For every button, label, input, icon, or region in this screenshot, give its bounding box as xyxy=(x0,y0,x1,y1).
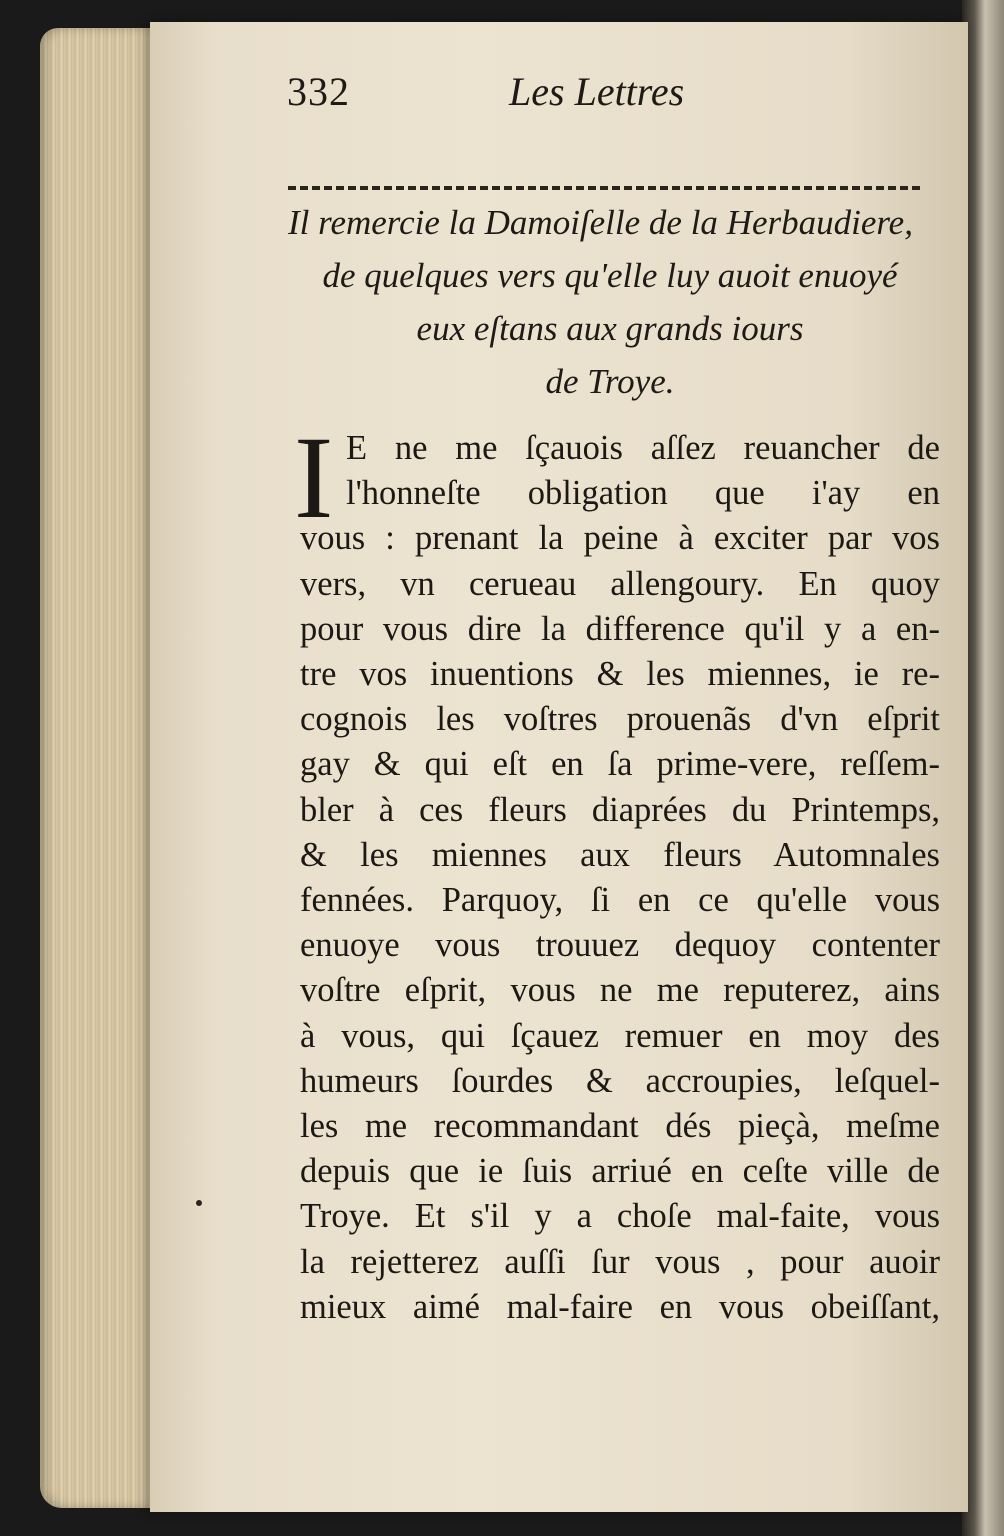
body-line: vers, vn cerueau allengoury. En quoy xyxy=(300,564,940,603)
ornamental-rule xyxy=(288,186,920,190)
book-spine-edge xyxy=(962,0,1004,1536)
body-line: mieux aimé mal-faire en vous obeiſſant, xyxy=(300,1287,940,1326)
page-number: 332 xyxy=(287,69,350,114)
heading-line: de quelques vers qu'elle luy auoit enuoyé xyxy=(322,256,898,295)
body-line: à vous, qui ſçauez remuer en moy des xyxy=(300,1016,940,1055)
body-line: enuoye vous trouuez dequoy contenter xyxy=(300,926,940,965)
letter-heading xyxy=(270,196,950,408)
drop-cap: I xyxy=(294,412,334,543)
body-line: Troye. Et s'il y a choſe mal-faite, vous xyxy=(300,1197,940,1236)
body-line: cognois les voſtres prouenãs d'vn eſprit xyxy=(300,700,940,739)
body-line: fennées. Parquoy, ſi en ce qu'elle vous xyxy=(300,881,940,920)
body-line: depuis que ie ſuis arriué en ceſte ville de xyxy=(300,1152,940,1191)
margin-mark xyxy=(196,1200,202,1206)
body-line: la rejetterez auſſi ſur vous , pour auoir xyxy=(300,1242,940,1281)
body-line: tre vos inuentions & les miennes, ie re- xyxy=(300,655,940,694)
body-line: E ne me ſçauois aſſez reuancher de xyxy=(346,429,940,467)
body-line: bler à ces fleurs diaprées du Printemps, xyxy=(300,790,940,829)
running-title: Les Lettres xyxy=(509,69,685,114)
body-line: gay & qui eſt en ſa prime-vere, reſſem- xyxy=(300,745,940,784)
heading-line: Il remercie la Damoiſelle de la Herbaudiere, xyxy=(288,203,913,242)
letter-body xyxy=(300,426,940,1330)
body-line: l'honneſte obligation que i'ay en xyxy=(346,474,940,513)
body-line: humeurs ſourdes & accroupies, leſquel- xyxy=(300,1061,940,1100)
body-line: vous : prenant la peine à exciter par vos xyxy=(300,519,940,558)
heading-line: eux eſtans aux grands iours xyxy=(416,309,804,348)
body-line: pour vous dire la difference qu'il y a en- xyxy=(300,609,940,648)
running-head xyxy=(287,68,687,128)
body-line: voſtre eſprit, vous ne me reputerez, ains xyxy=(300,971,940,1010)
body-line: les me recommandant dés pieçà, meſme xyxy=(300,1107,940,1146)
body-line: & les miennes aux fleurs Automnales xyxy=(300,835,940,874)
heading-line: de Troye. xyxy=(545,362,675,401)
